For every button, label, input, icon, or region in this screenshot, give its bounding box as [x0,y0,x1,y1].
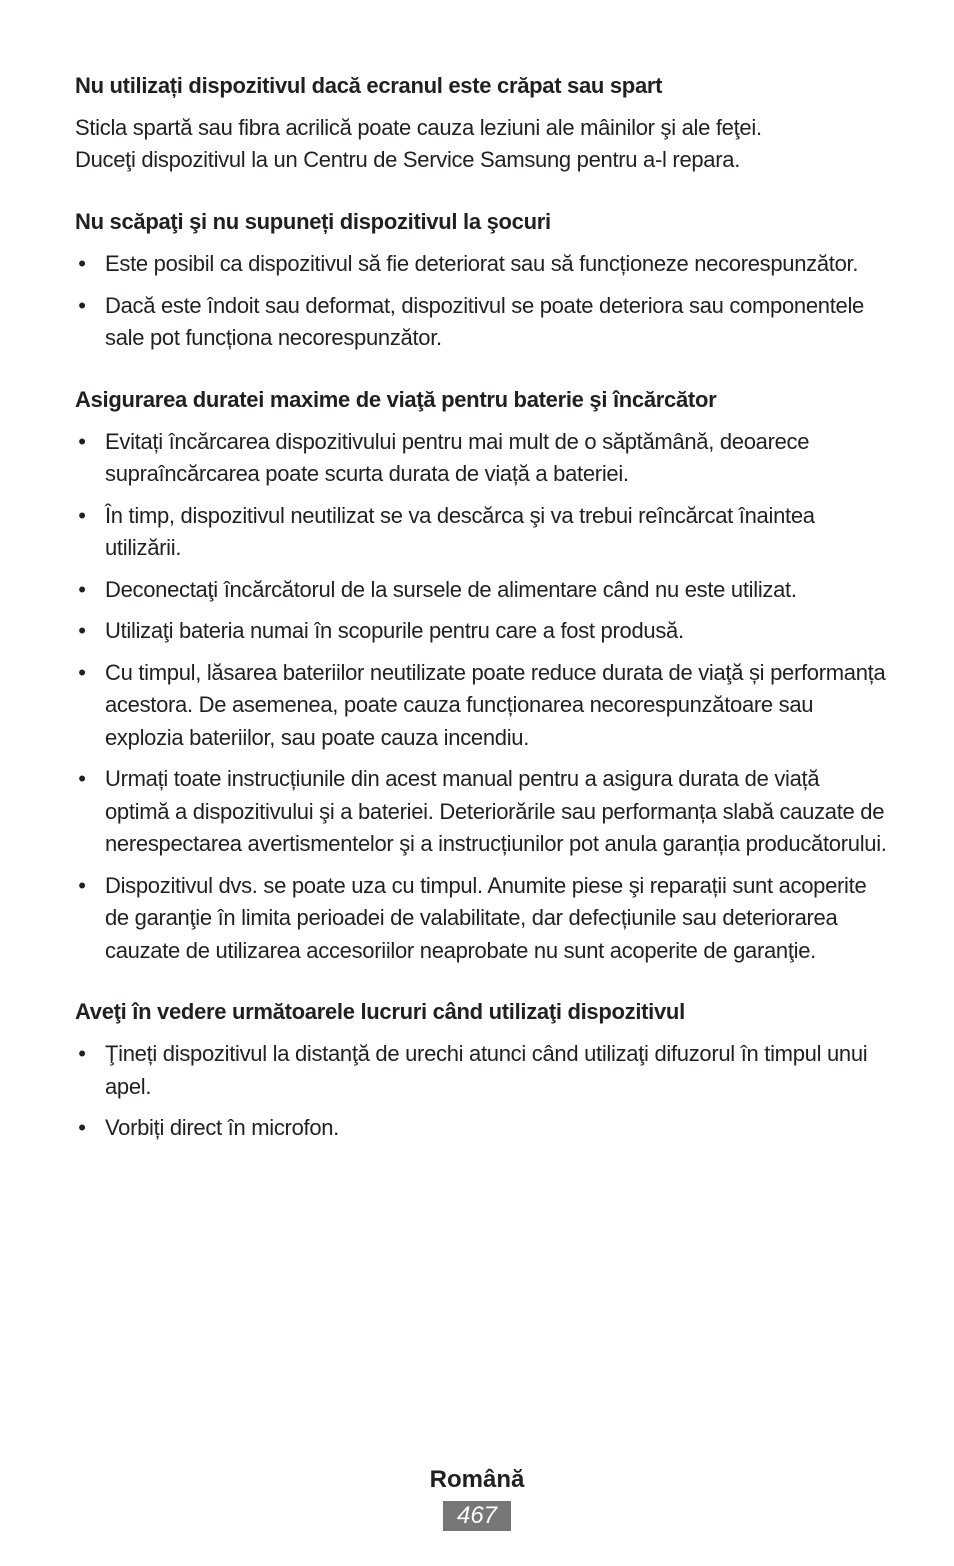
list-item [75,615,887,648]
list-item [75,290,887,355]
list-item [75,500,887,565]
section-drops-shocks [75,206,887,355]
bullet-icon: • [78,872,86,898]
list-item-text: Este posibil ca dispozitivul să fie deteriorat sau să funcționeze necorespunzător. [105,251,859,276]
list-item [75,870,887,968]
section-battery-life [75,384,887,968]
page-number: 467 [443,1501,511,1531]
list-item [75,657,887,755]
bullet-icon: • [78,659,86,685]
list-item-text: Deconectaţi încărcătorul de la sursele de alimentare când nu este utilizat. [105,576,797,602]
list-item [75,574,887,607]
bullet-icon: • [78,576,86,602]
bullet-icon: • [78,1115,86,1140]
section-paragraph [75,112,887,176]
bullet-icon: • [78,618,86,643]
section-heading: Asigurarea duratei maxime de viaţă pentru baterie şi încărcător [75,386,717,412]
list-item-text: Dispozitivul dvs. se poate uza cu timpul. Anumite piese şi reparații sunt acoperite de garanţie în limita perioadei de valabilitate, dar defecțiunile sau deteriorarea cauzate de utilizarea accesoriilor neaprobate nu sunt acoperite de garanţie. [105,872,867,963]
bullet-icon: • [78,502,86,528]
section-cracked-screen [75,70,887,176]
bullet-list [75,1038,887,1145]
list-item-text: Cu timpul, lăsarea bateriilor neutilizate poate reduce durata de viaţă și performanța acestora. De asemenea, poate cauza funcționarea necorespunzătoare sau explozia bateriilor, sau poate cauza incendiu. [105,659,886,750]
list-item [75,1038,887,1103]
list-item [75,248,887,281]
footer-language: Română [429,1466,525,1493]
list-item [75,763,887,861]
bullet-icon: • [78,766,86,791]
document-page [75,70,887,1154]
list-item-text: Utilizaţi bateria numai în scopurile pentru care a fost produsă. [105,618,684,643]
section-heading: Aveţi în vedere următoarele lucruri când utilizaţi dispozitivul [75,999,685,1024]
bullet-list [75,426,887,968]
list-item-text: Dacă este îndoit sau deformat, dispozitivul se poate deteriora sau componentele sale pot funcționa necorespunzător. [105,292,864,350]
list-item-text: Evitați încărcarea dispozitivului pentru mai mult de o săptămână, deoarece supraîncărcarea poate scurta durata de viață a bateriei. [105,428,810,486]
bullet-icon: • [78,292,86,318]
paragraph-line: Sticla spartă sau fibra acrilică poate cauza leziuni ale mâinilor şi ale feţei. [75,115,762,140]
bullet-icon: • [78,428,86,454]
list-item-text: În timp, dispozitivul neutilizat se va descărca şi va trebui reîncărcat înaintea utilizării. [105,502,815,560]
bullet-icon: • [78,251,86,276]
section-heading: Nu scăpaţi şi nu supuneți dispozitivul la şocuri [75,209,551,234]
list-item-text: Vorbiți direct în microfon. [105,1115,339,1140]
list-item [75,426,887,491]
list-item-text: Ţineți dispozitivul la distanţă de urechi atunci când utilizaţi difuzorul în timpul unui apel. [105,1041,868,1099]
section-usage-notes [75,996,887,1145]
page-footer [0,1463,954,1531]
list-item [75,1112,887,1145]
paragraph-line: Duceţi dispozitivul la un Centru de Service Samsung pentru a-l repara. [75,147,741,172]
bullet-icon: • [78,1041,86,1066]
bullet-list [75,248,887,355]
section-heading: Nu utilizați dispozitivul dacă ecranul este crăpat sau spart [75,73,663,98]
list-item-text: Urmați toate instrucțiunile din acest manual pentru a asigura durata de viață optimă a dispozitivului şi a bateriei. Deteriorările sau performanța slabă cauzate de nerespectarea avertismentelor şi a instrucțiunilor pot anula garanția producătorului. [105,766,887,856]
